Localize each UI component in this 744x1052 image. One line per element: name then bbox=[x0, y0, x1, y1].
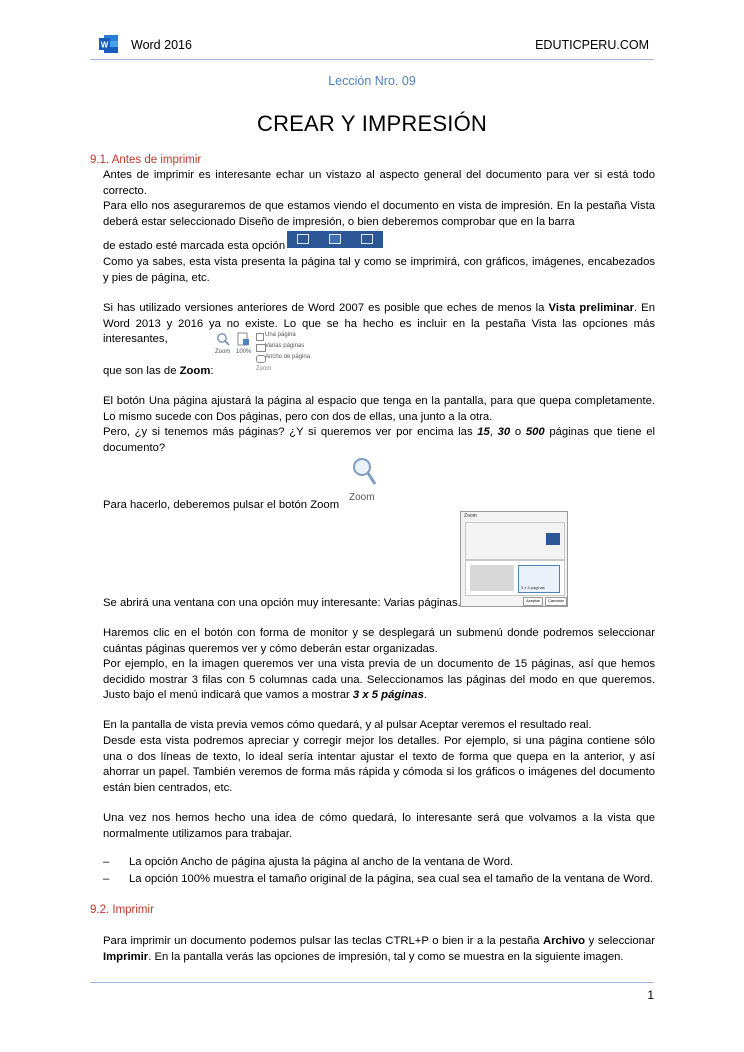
preview-pages-grid bbox=[470, 565, 514, 591]
paragraph-vista-previa: En la pantalla de vista previa vemos cómo quedará, y al pulsar Aceptar veremos el resultado real. bbox=[103, 719, 592, 731]
paragraph-ejemplo-15-paginas: Por ejemplo, en la imagen queremos ver una vista previa de un documento de 15 páginas, así que hemos decidido mostrar 3 filas con 5 columnas cada una. Seleccionamos las páginas del modo en que queremos. Justo bajo el menú indicará que vamos a mostrar 3 x 5 páginas. bbox=[103, 658, 655, 702]
hundred-percent-icon bbox=[237, 332, 250, 346]
ancho-pagina-label: Ancho de página bbox=[265, 354, 311, 360]
pages-selection-label: 3 x 5 páginas bbox=[521, 585, 545, 590]
lesson-number: Lección Nro. 09 bbox=[328, 74, 416, 88]
word-logo-icon bbox=[99, 34, 119, 54]
dialog-cancel-button[interactable]: Cancelar bbox=[545, 597, 567, 606]
section-heading-9-1: 9.1. Antes de imprimir bbox=[90, 154, 202, 166]
zoom-group-label: Zoom bbox=[256, 366, 272, 372]
paragraph-una-pagina: El botón Una página ajustará la página al espacio que tenga en la pantalla, para que quepa completamente. Lo mismo sucede con Dos páginas, pero con dos de ellas, una junto a la otra. bbox=[103, 395, 655, 423]
zoom-preview bbox=[465, 560, 565, 596]
vista-preliminar-bold: Vista preliminar bbox=[548, 302, 634, 314]
paragraph-vista-impresion: Para ello nos aseguraremos de que estamos viendo el documento en vista de impresión. En la pestaña Vista deberá estar seleccionado Diseño de impresión, o bien deberemos comprobar que en la barra bbox=[103, 200, 655, 228]
paragraph-intro: Antes de imprimir es interesante echar un vistazo al aspecto general del documento para ver si está todo correcto. bbox=[103, 169, 655, 197]
una-pagina-label: Una página bbox=[265, 332, 296, 338]
hundred-label: 100% bbox=[236, 349, 252, 355]
zoom-dialog bbox=[460, 511, 568, 607]
barra-estado-text: de estado esté marcada esta opción bbox=[103, 240, 286, 252]
web-layout-icon bbox=[361, 234, 373, 244]
paragraph-boton-monitor: Haremos clic en el botón con forma de monitor y se desplegará un submenú donde podremos seleccionar cuántas páginas queremos ver y cómo deberán estar organizadas. bbox=[103, 627, 655, 655]
paragraph-como-ya-sabes: Como ya sabes, esta vista presenta la página tal y como se imprimirá, con gráficos, imágenes, encabezados y pies de página, etc. bbox=[103, 256, 655, 284]
print-layout-icon bbox=[329, 234, 341, 244]
zoom-label: Zoom bbox=[215, 349, 231, 355]
page-title: CREAR Y IMPRESIÓN bbox=[257, 111, 487, 136]
status-bar-view-buttons bbox=[287, 231, 383, 248]
varias-paginas-label: Varias páginas bbox=[265, 343, 305, 349]
section-heading-9-2: 9.2. Imprimir bbox=[90, 904, 154, 916]
list-item: – La opción Ancho de página ajusta la página al ancho de la ventana de Word. bbox=[103, 856, 514, 868]
read-mode-icon bbox=[297, 234, 309, 244]
zoom-dialog-title: Zoom bbox=[464, 513, 477, 519]
dialog-ok-button[interactable]: Aceptar bbox=[523, 597, 543, 606]
paragraph-zoom: que son las de Zoom: bbox=[103, 365, 214, 377]
paragraph-versiones-anteriores: Si has utilizado versiones anteriores de Word 2007 es posible que eches de menos la Vista preliminar. En Word 2013 y 2016 ya no existe. Lo que se ha hecho es incluir en la pestaña Vista las opciones más interesantes, bbox=[103, 302, 655, 346]
zoom-button-label: Zoom bbox=[349, 492, 375, 503]
paragraph-imprimir: Para imprimir un documento podemos pulsar las teclas CTRL+P o bien ir a la pestaña Archivo y seleccionar Imprimir. En la pantalla verás las opciones de impresión, tal y como se muestra en la siguiente imagen. bbox=[103, 935, 655, 963]
footer-divider bbox=[90, 982, 654, 983]
list-item: – La opción 100% muestra el tamaño original de la página, sea cual sea el tamaño de la ventana de Word. bbox=[103, 873, 654, 885]
una-pagina-icon bbox=[256, 333, 264, 341]
paragraph-detalles: Desde esta vista podremos apreciar y corregir mejor los detalles. Por ejemplo, si una página contiene sólo una o dos líneas de texto, lo ideal sería intentar ajustar el texto de forma que quepa en la anterior, y así ahorrar un papel. También veremos de forma más rápida y cómoda si los gráficos o imágenes del documento están bien centrados, etc. bbox=[103, 735, 655, 794]
header-divider bbox=[90, 59, 654, 60]
paragraph-idea: Una vez nos hemos hecho una idea de cómo quedará, lo interesante será que volvamos a la vista que normalmente utilizamos para trabajar. bbox=[103, 812, 655, 840]
varias-paginas-monitor-icon bbox=[546, 533, 560, 545]
paragraph-varias-paginas: Se abrirá una ventana con una opción muy interesante: Varias páginas. bbox=[103, 597, 461, 609]
header-site: EDUTICPERU.COM bbox=[535, 38, 649, 52]
page-number: 1 bbox=[647, 988, 654, 1002]
page-header bbox=[99, 30, 655, 60]
paragraph-mas-paginas: Pero, ¿y si tenemos más páginas? ¿Y si queremos ver por encima las 15, 30 o 500 páginas que tiene el documento? bbox=[103, 426, 656, 454]
paragraph-pulsar-zoom: Para hacerlo, deberemos pulsar el botón Zoom bbox=[103, 499, 340, 511]
zoom-magnifier-icon bbox=[216, 332, 230, 346]
zoom-button-magnifier-icon bbox=[351, 456, 377, 486]
header-app-title: Word 2016 bbox=[131, 38, 192, 52]
zoom-options-box bbox=[465, 522, 565, 560]
svg-text:W: W bbox=[100, 40, 109, 50]
